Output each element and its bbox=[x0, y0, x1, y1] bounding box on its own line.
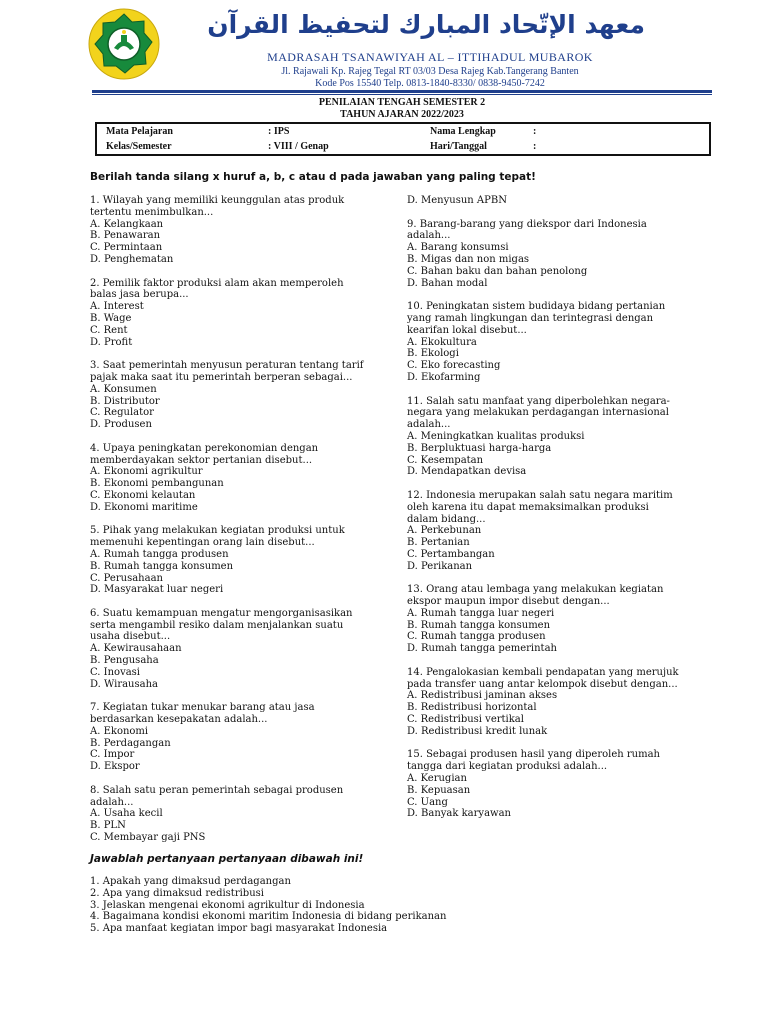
question-text: tangga dari kegiatan produksi adalah... bbox=[407, 761, 608, 773]
question-text: memberdayakan sektor pertanian disebut... bbox=[90, 454, 313, 466]
answer-option[interactable]: B. Migas dan non migas bbox=[407, 253, 530, 265]
answer-option[interactable]: A. Rumah tangga produsen bbox=[90, 548, 229, 560]
question bbox=[407, 749, 697, 820]
answer-option[interactable]: D. Redistribusi kredit lunak bbox=[407, 725, 548, 737]
essay-list bbox=[90, 876, 446, 935]
answer-option[interactable]: C. Eko forecasting bbox=[407, 360, 501, 372]
question-text: 11. Salah satu manfaat yang diperbolehkan negara- bbox=[407, 395, 670, 407]
answer-option[interactable]: A. Usaha kecil bbox=[90, 808, 163, 820]
question-text: adalah... bbox=[90, 796, 134, 808]
question-text: 15. Sebagai produsen hasil yang diperoleh rumah bbox=[407, 749, 660, 761]
answer-option[interactable]: C. Impor bbox=[90, 749, 135, 761]
answer-option[interactable]: B. Berpluktuasi harga-harga bbox=[407, 442, 552, 454]
answer-option[interactable]: D. Bahan modal bbox=[407, 277, 488, 289]
answer-option[interactable]: A. Barang konsumsi bbox=[407, 242, 509, 254]
exam-year: TAHUN AJARAN 2022/2023 bbox=[340, 109, 464, 120]
answer-option[interactable]: D. Ekonomi maritime bbox=[90, 501, 198, 513]
questions-right-column bbox=[407, 195, 697, 832]
arabic-title: معهد الإتّحاد المبارك لتحفيظ القرآن bbox=[207, 10, 645, 39]
answer-option[interactable]: A. Perkebunan bbox=[407, 525, 482, 537]
essay-question: 2. Apa yang dimaksud redistribusi bbox=[90, 887, 264, 899]
question-text: usaha disebut... bbox=[90, 631, 171, 643]
answer-option[interactable]: C. Permintaan bbox=[90, 242, 163, 254]
question-text: balas jasa berupa... bbox=[90, 289, 189, 301]
answer-option[interactable]: D. Mendapatkan devisa bbox=[407, 466, 527, 478]
answer-option[interactable]: D. Perikanan bbox=[407, 560, 473, 572]
question bbox=[90, 785, 390, 844]
answer-option[interactable]: B. Ekonomi pembangunan bbox=[90, 478, 224, 490]
instructions: Berilah tanda silang x huruf a, b, c atau d pada jawaban yang paling tepat! bbox=[90, 171, 536, 183]
answer-option[interactable]: D. Wirausaha bbox=[90, 678, 158, 690]
answer-option[interactable]: B. PLN bbox=[90, 820, 126, 832]
name-value[interactable]: : bbox=[533, 126, 537, 137]
question-text: 10. Peningkatan sistem budidaya bidang pertanian bbox=[407, 301, 666, 313]
question bbox=[90, 608, 390, 691]
answer-option[interactable]: B. Rumah tangga konsumen bbox=[407, 619, 551, 631]
question bbox=[90, 195, 390, 266]
answer-option[interactable]: A. Redistribusi jaminan akses bbox=[407, 690, 558, 702]
answer-option[interactable]: A. Ekokultura bbox=[407, 336, 477, 348]
question-text: 7. Kegiatan tukar menukar barang atau jasa bbox=[90, 702, 315, 714]
questions-left-column bbox=[90, 195, 390, 856]
question-text: negara yang melakukan perdagangan internasional bbox=[407, 407, 669, 419]
question-text: pada transfer uang antar kelompok disebut dengan... bbox=[407, 678, 678, 690]
answer-option[interactable]: B. Pertanian bbox=[407, 537, 470, 549]
date-label: Hari/Tanggal bbox=[430, 141, 487, 152]
school-contact: Kode Pos 15540 Telp. 0813-1840-8330/ 0838-9450-7242 bbox=[315, 78, 545, 89]
answer-option[interactable]: C. Rent bbox=[90, 324, 128, 336]
exam-title: PENILAIAN TENGAH SEMESTER 2 bbox=[318, 97, 486, 108]
question bbox=[90, 525, 390, 596]
question-text: dalam bidang... bbox=[407, 513, 486, 525]
answer-option[interactable]: A. Interest bbox=[90, 301, 144, 313]
question-text: 5. Pihak yang melakukan kegiatan produksi untuk bbox=[90, 525, 345, 537]
answer-option[interactable]: B. Pengusaha bbox=[90, 655, 159, 667]
answer-option[interactable]: D. Banyak karyawan bbox=[407, 808, 511, 820]
answer-option[interactable]: B. Redistribusi horizontal bbox=[407, 702, 537, 714]
answer-option[interactable]: D. Masyarakat luar negeri bbox=[90, 584, 224, 596]
answer-option[interactable]: C. Rumah tangga produsen bbox=[407, 631, 546, 643]
answer-option[interactable]: A. Meningkatkan kualitas produksi bbox=[407, 430, 585, 442]
answer-option[interactable]: B. Kepuasan bbox=[407, 784, 471, 796]
essay-instructions: Jawablah pertanyaan pertanyaan dibawah ini! bbox=[90, 853, 364, 865]
question bbox=[90, 443, 390, 514]
date-value[interactable]: : bbox=[533, 141, 537, 152]
question bbox=[407, 490, 697, 573]
student-info-box bbox=[95, 122, 711, 156]
question bbox=[407, 584, 697, 655]
name-label: Nama Lengkap bbox=[430, 126, 496, 137]
question bbox=[90, 278, 390, 349]
question bbox=[407, 219, 697, 290]
answer-option[interactable]: C. Bahan baku dan bahan penolong bbox=[407, 265, 588, 277]
question-text: 3. Saat pemerintah menyusun peraturan tentang tarif bbox=[90, 360, 364, 372]
header-divider-thick bbox=[92, 90, 712, 93]
answer-option[interactable]: B. Perdagangan bbox=[90, 737, 171, 749]
question-text: 14. Pengalokasian kembali pendapatan yang merujuk bbox=[407, 666, 679, 678]
question-text: 1. Wilayah yang memiliki keunggulan atas produk bbox=[90, 195, 345, 206]
answer-option[interactable]: B. Penawaran bbox=[90, 230, 161, 242]
answer-option[interactable]: C. Inovasi bbox=[90, 666, 141, 678]
question-text: adalah... bbox=[407, 230, 451, 242]
question bbox=[407, 396, 697, 479]
essay-question: 5. Apa manfaat kegiatan impor bagi masyarakat Indonesia bbox=[90, 923, 388, 935]
question-text: berdasarkan kesepakatan adalah... bbox=[90, 714, 268, 726]
answer-option[interactable]: D. Ekofarming bbox=[407, 371, 481, 383]
answer-option[interactable]: A. Ekonomi agrikultur bbox=[90, 466, 203, 478]
answer-option[interactable]: A. Konsumen bbox=[90, 383, 157, 395]
question bbox=[407, 667, 697, 738]
essay-question: 4. Bagaimana kondisi ekonomi maritim Indonesia di bidang perikanan bbox=[90, 911, 447, 923]
class-label: Kelas/Semester bbox=[106, 141, 172, 152]
answer-option[interactable]: D. Profit bbox=[90, 336, 133, 348]
question-text: 8. Salah satu peran pemerintah sebagai produsen bbox=[90, 784, 344, 796]
answer-option[interactable]: B. Rumah tangga konsumen bbox=[90, 560, 234, 572]
question-text: 12. Indonesia merupakan salah satu negara maritim bbox=[407, 489, 673, 501]
question-text: oleh karena itu dapat memaksimalkan produksi bbox=[407, 501, 649, 513]
answer-option[interactable]: A. Rumah tangga luar negeri bbox=[407, 607, 555, 619]
header-divider-thin bbox=[92, 94, 712, 95]
answer-option[interactable]: C. Redistribusi vertikal bbox=[407, 714, 524, 726]
subject-label: Mata Pelajaran bbox=[106, 126, 173, 137]
answer-option[interactable]: A. Ekonomi bbox=[90, 725, 149, 737]
answer-option[interactable]: B. Wage bbox=[90, 312, 132, 324]
answer-option[interactable]: C. Pertambangan bbox=[407, 548, 495, 560]
question-text: serta mengambil resiko dalam menjalankan suatu bbox=[90, 619, 344, 631]
answer-option[interactable]: D. Ekspor bbox=[90, 761, 140, 773]
class-value: : VIII / Genap bbox=[268, 141, 329, 152]
answer-option[interactable]: C. Kesempatan bbox=[407, 454, 484, 466]
question bbox=[90, 360, 390, 431]
essay-question: 1. Apakah yang dimaksud perdagangan bbox=[90, 876, 291, 887]
answer-option[interactable]: A. Kewirausahaan bbox=[90, 643, 182, 655]
answer-option[interactable]: C. Perusahaan bbox=[90, 572, 163, 584]
answer-option[interactable]: C. Regulator bbox=[90, 407, 154, 419]
question-text: yang ramah lingkungan dan terintegrasi dengan bbox=[407, 312, 654, 324]
question bbox=[407, 301, 697, 384]
school-address: Jl. Rajawali Kp. Rajeg Tegal RT 03/03 Desa Rajeg Kab.Tangerang Banten bbox=[281, 66, 579, 77]
question-text: 13. Orang atau lembaga yang melakukan kegiatan bbox=[407, 584, 664, 596]
answer-option[interactable]: C. Membayar gaji PNS bbox=[90, 832, 206, 844]
question bbox=[90, 702, 390, 773]
essay-question: 3. Jelaskan mengenai ekonomi agrikultur di Indonesia bbox=[90, 899, 365, 911]
question-text: 4. Upaya peningkatan perekonomian dengan bbox=[90, 442, 319, 454]
answer-option[interactable]: B. Ekologi bbox=[407, 348, 459, 360]
answer-option[interactable]: D. Menyusun APBN bbox=[407, 195, 507, 206]
question-text: pajak maka saat itu pemerintah berperan sebagai... bbox=[90, 371, 353, 383]
answer-option[interactable]: D. Produsen bbox=[90, 419, 152, 431]
question-text: ekspor maupun impor disebut dengan... bbox=[407, 596, 610, 608]
question-text: kearifan lokal disebut... bbox=[407, 324, 527, 336]
question-text: 6. Suatu kemampuan mengatur mengorganisasikan bbox=[90, 607, 353, 619]
question-text: 2. Pemilik faktor produksi alam akan memperoleh bbox=[90, 277, 344, 289]
answer-option[interactable]: C. Ekonomi kelautan bbox=[90, 489, 196, 501]
answer-option[interactable]: C. Uang bbox=[407, 796, 448, 808]
subject-value: : IPS bbox=[268, 126, 290, 137]
question bbox=[407, 195, 697, 207]
answer-option[interactable]: A. Kerugian bbox=[407, 773, 467, 785]
answer-option[interactable]: D. Penghematan bbox=[90, 253, 174, 265]
answer-option[interactable]: A. Kelangkaan bbox=[90, 218, 164, 230]
question-text: memenuhi kepentingan orang lain disebut... bbox=[90, 537, 315, 549]
question-text: adalah... bbox=[407, 419, 451, 431]
question-text: tertentu menimbulkan... bbox=[90, 206, 214, 218]
school-name: MADRASAH TSANAWIYAH AL – ITTIHADUL MUBAROK bbox=[267, 50, 593, 64]
answer-option[interactable]: D. Rumah tangga pemerintah bbox=[407, 643, 557, 655]
question-text: 9. Barang-barang yang diekspor dari Indonesia bbox=[407, 218, 647, 230]
answer-option[interactable]: B. Distributor bbox=[90, 395, 160, 407]
